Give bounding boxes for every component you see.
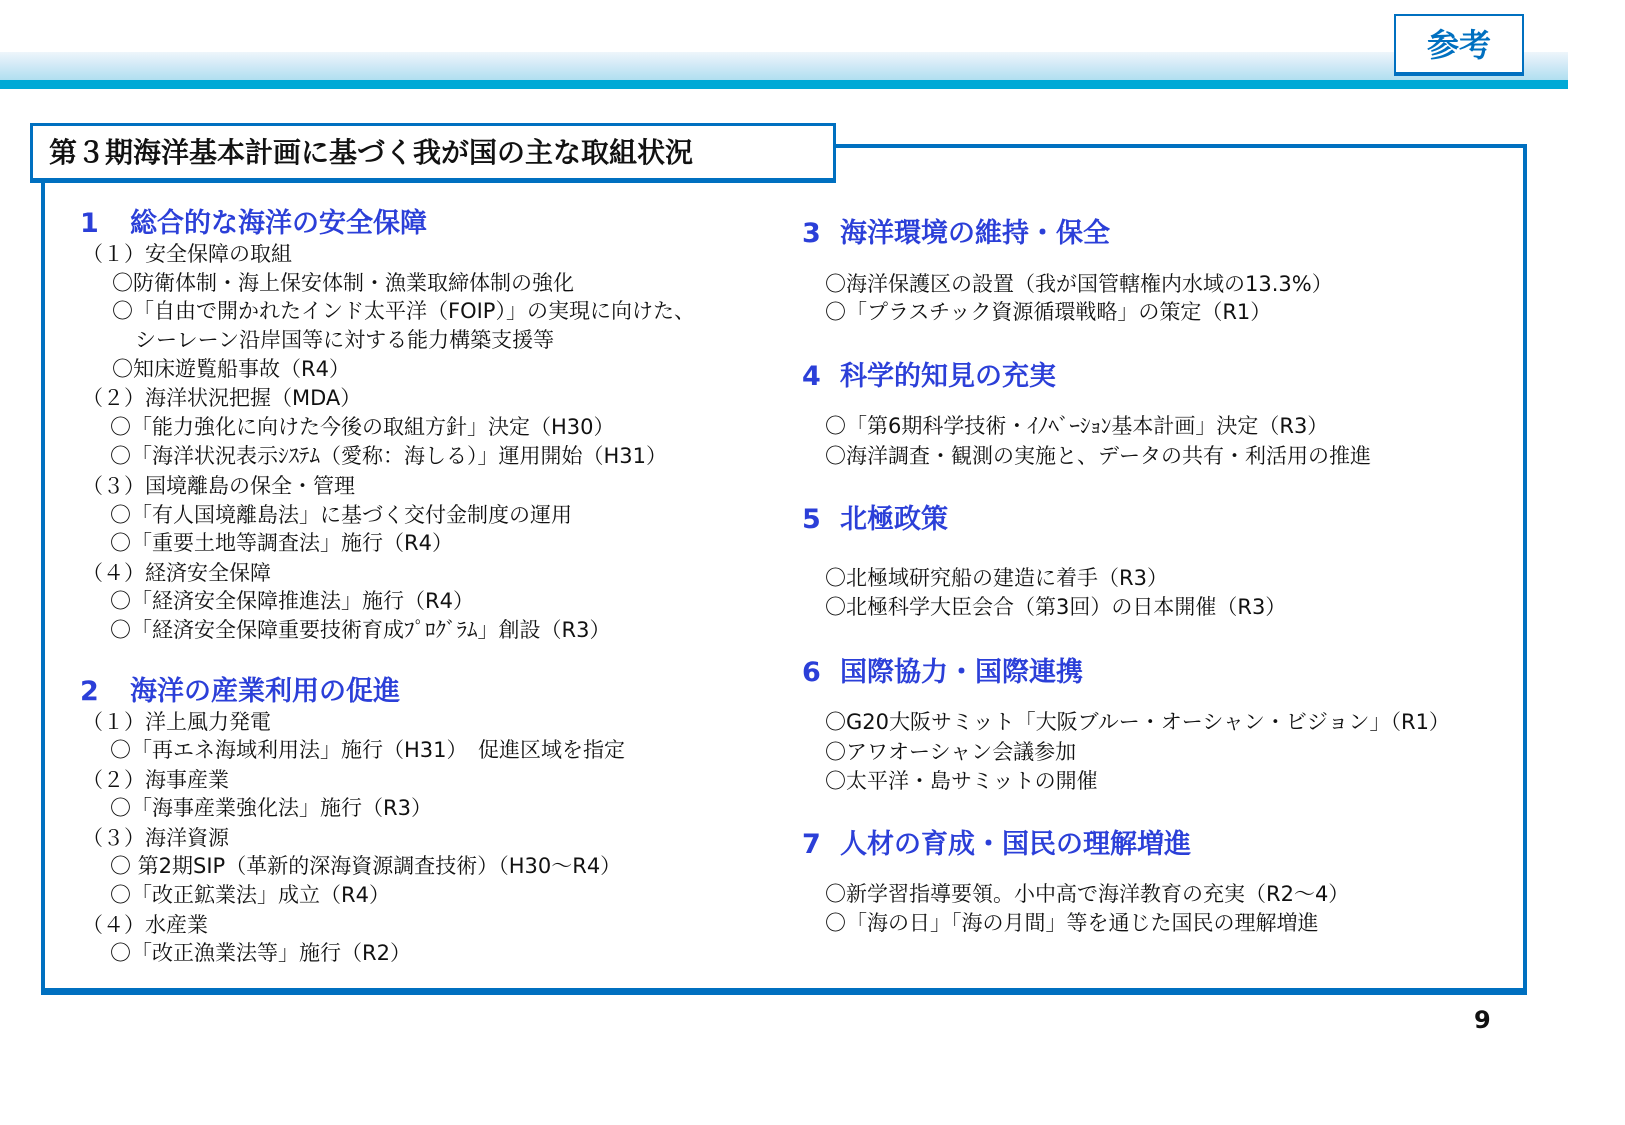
section-number: 3 — [802, 218, 821, 249]
page-number: 9 — [1474, 1006, 1491, 1034]
section-heading: 海洋の産業利用の促進 — [130, 676, 400, 707]
list-item: 〇G20大阪サミット「大阪ブルー・オーシャン・ビジョン」（R1） — [825, 710, 1450, 734]
list-item: 〇「海の日」「海の月間」等を通じた国民の理解増進 — [825, 911, 1319, 935]
list-item: 〇「自由で開かれたインド太平洋（FOIP）」の実現に向けた、 — [112, 299, 695, 323]
list-item: （４）経済安全保障 — [82, 561, 271, 585]
list-item: （２）海事産業 — [82, 768, 229, 792]
page-title: 第３期海洋基本計画に基づく我が国の主な取組状況 — [30, 123, 836, 183]
section-heading: 海洋環境の維持・保全 — [840, 218, 1110, 249]
header-rule — [0, 80, 1568, 89]
list-item: 〇「経済安全保障推進法」施行（R4） — [110, 589, 474, 613]
list-item: シーレーン沿岸国等に対する能力構築支援等 — [135, 328, 555, 352]
list-item: 〇「重要土地等調査法」施行（R4） — [110, 531, 453, 555]
section-heading: 人材の育成・国民の理解増進 — [840, 829, 1191, 860]
list-item: （３）海洋資源 — [82, 826, 229, 850]
list-item: （３）国境離島の保全・管理 — [82, 474, 355, 498]
section-heading: 科学的知見の充実 — [840, 361, 1056, 392]
list-item: 〇「再エネ海域利用法」施行（H31） 促進区域を指定 — [110, 738, 626, 762]
section-heading: 国際協力・国際連携 — [840, 657, 1083, 688]
list-item: 〇「経済安全保障重要技術育成ﾌﾟﾛｸﾞﾗﾑ」創設（R3） — [110, 618, 611, 642]
list-item: 〇海洋保護区の設置（我が国管轄権内水域の13.3%） — [825, 272, 1333, 296]
list-item: 〇 第2期SIP（革新的深海資源調査技術）（H30～R4） — [110, 854, 622, 878]
list-item: 〇太平洋・島サミットの開催 — [825, 769, 1098, 793]
list-item: 〇「有人国境離島法」に基づく交付金制度の運用 — [110, 503, 572, 527]
section-number: 5 — [802, 504, 821, 535]
list-item: 〇北極科学大臣会合（第3回）の日本開催（R3） — [825, 595, 1287, 619]
list-item: 〇「プラスチック資源循環戦略」の策定（R1） — [825, 300, 1272, 324]
list-item: （２）海洋状況把握（MDA） — [82, 386, 362, 410]
header-band — [0, 52, 1568, 80]
list-item: 〇「改正鉱業法」成立（R4） — [110, 883, 390, 907]
section-number: 4 — [802, 361, 821, 392]
list-item: 〇「能力強化に向けた今後の取組方針」決定（H30） — [110, 415, 615, 439]
list-item: （１）安全保障の取組 — [82, 242, 292, 266]
section-number: 1 — [80, 208, 99, 239]
section-number: 6 — [802, 657, 821, 688]
section-number: 7 — [802, 829, 821, 860]
list-item: （１）洋上風力発電 — [82, 710, 271, 734]
list-item: 〇新学習指導要領。小中高で海洋教育の充実（R2～4） — [825, 882, 1350, 906]
list-item: 〇アワオーシャン会議参加 — [825, 740, 1077, 764]
list-item: 〇「第6期科学技術・ｲﾉﾍﾞｰｼｮﾝ基本計画」決定（R3） — [825, 414, 1329, 438]
list-item: 〇知床遊覧船事故（R4） — [112, 357, 350, 381]
list-item: 〇防衛体制・海上保安体制・漁業取締体制の強化 — [112, 271, 574, 295]
section-heading: 総合的な海洋の安全保障 — [130, 208, 427, 239]
list-item: 〇海洋調査・観測の実施と、データの共有・利活用の推進 — [825, 444, 1371, 468]
list-item: （４）水産業 — [82, 913, 208, 937]
list-item: 〇「改正漁業法等」施行（R2） — [110, 941, 411, 965]
section-number: 2 — [80, 676, 99, 707]
list-item: 〇「海洋状況表示ｼｽﾃﾑ（愛称：海しる）」運用開始（H31） — [110, 444, 668, 468]
reference-badge: 参考 — [1394, 14, 1524, 76]
list-item: 〇「海事産業強化法」施行（R3） — [110, 796, 432, 820]
list-item: 〇北極域研究船の建造に着手（R3） — [825, 566, 1168, 590]
section-heading: 北極政策 — [840, 504, 948, 535]
